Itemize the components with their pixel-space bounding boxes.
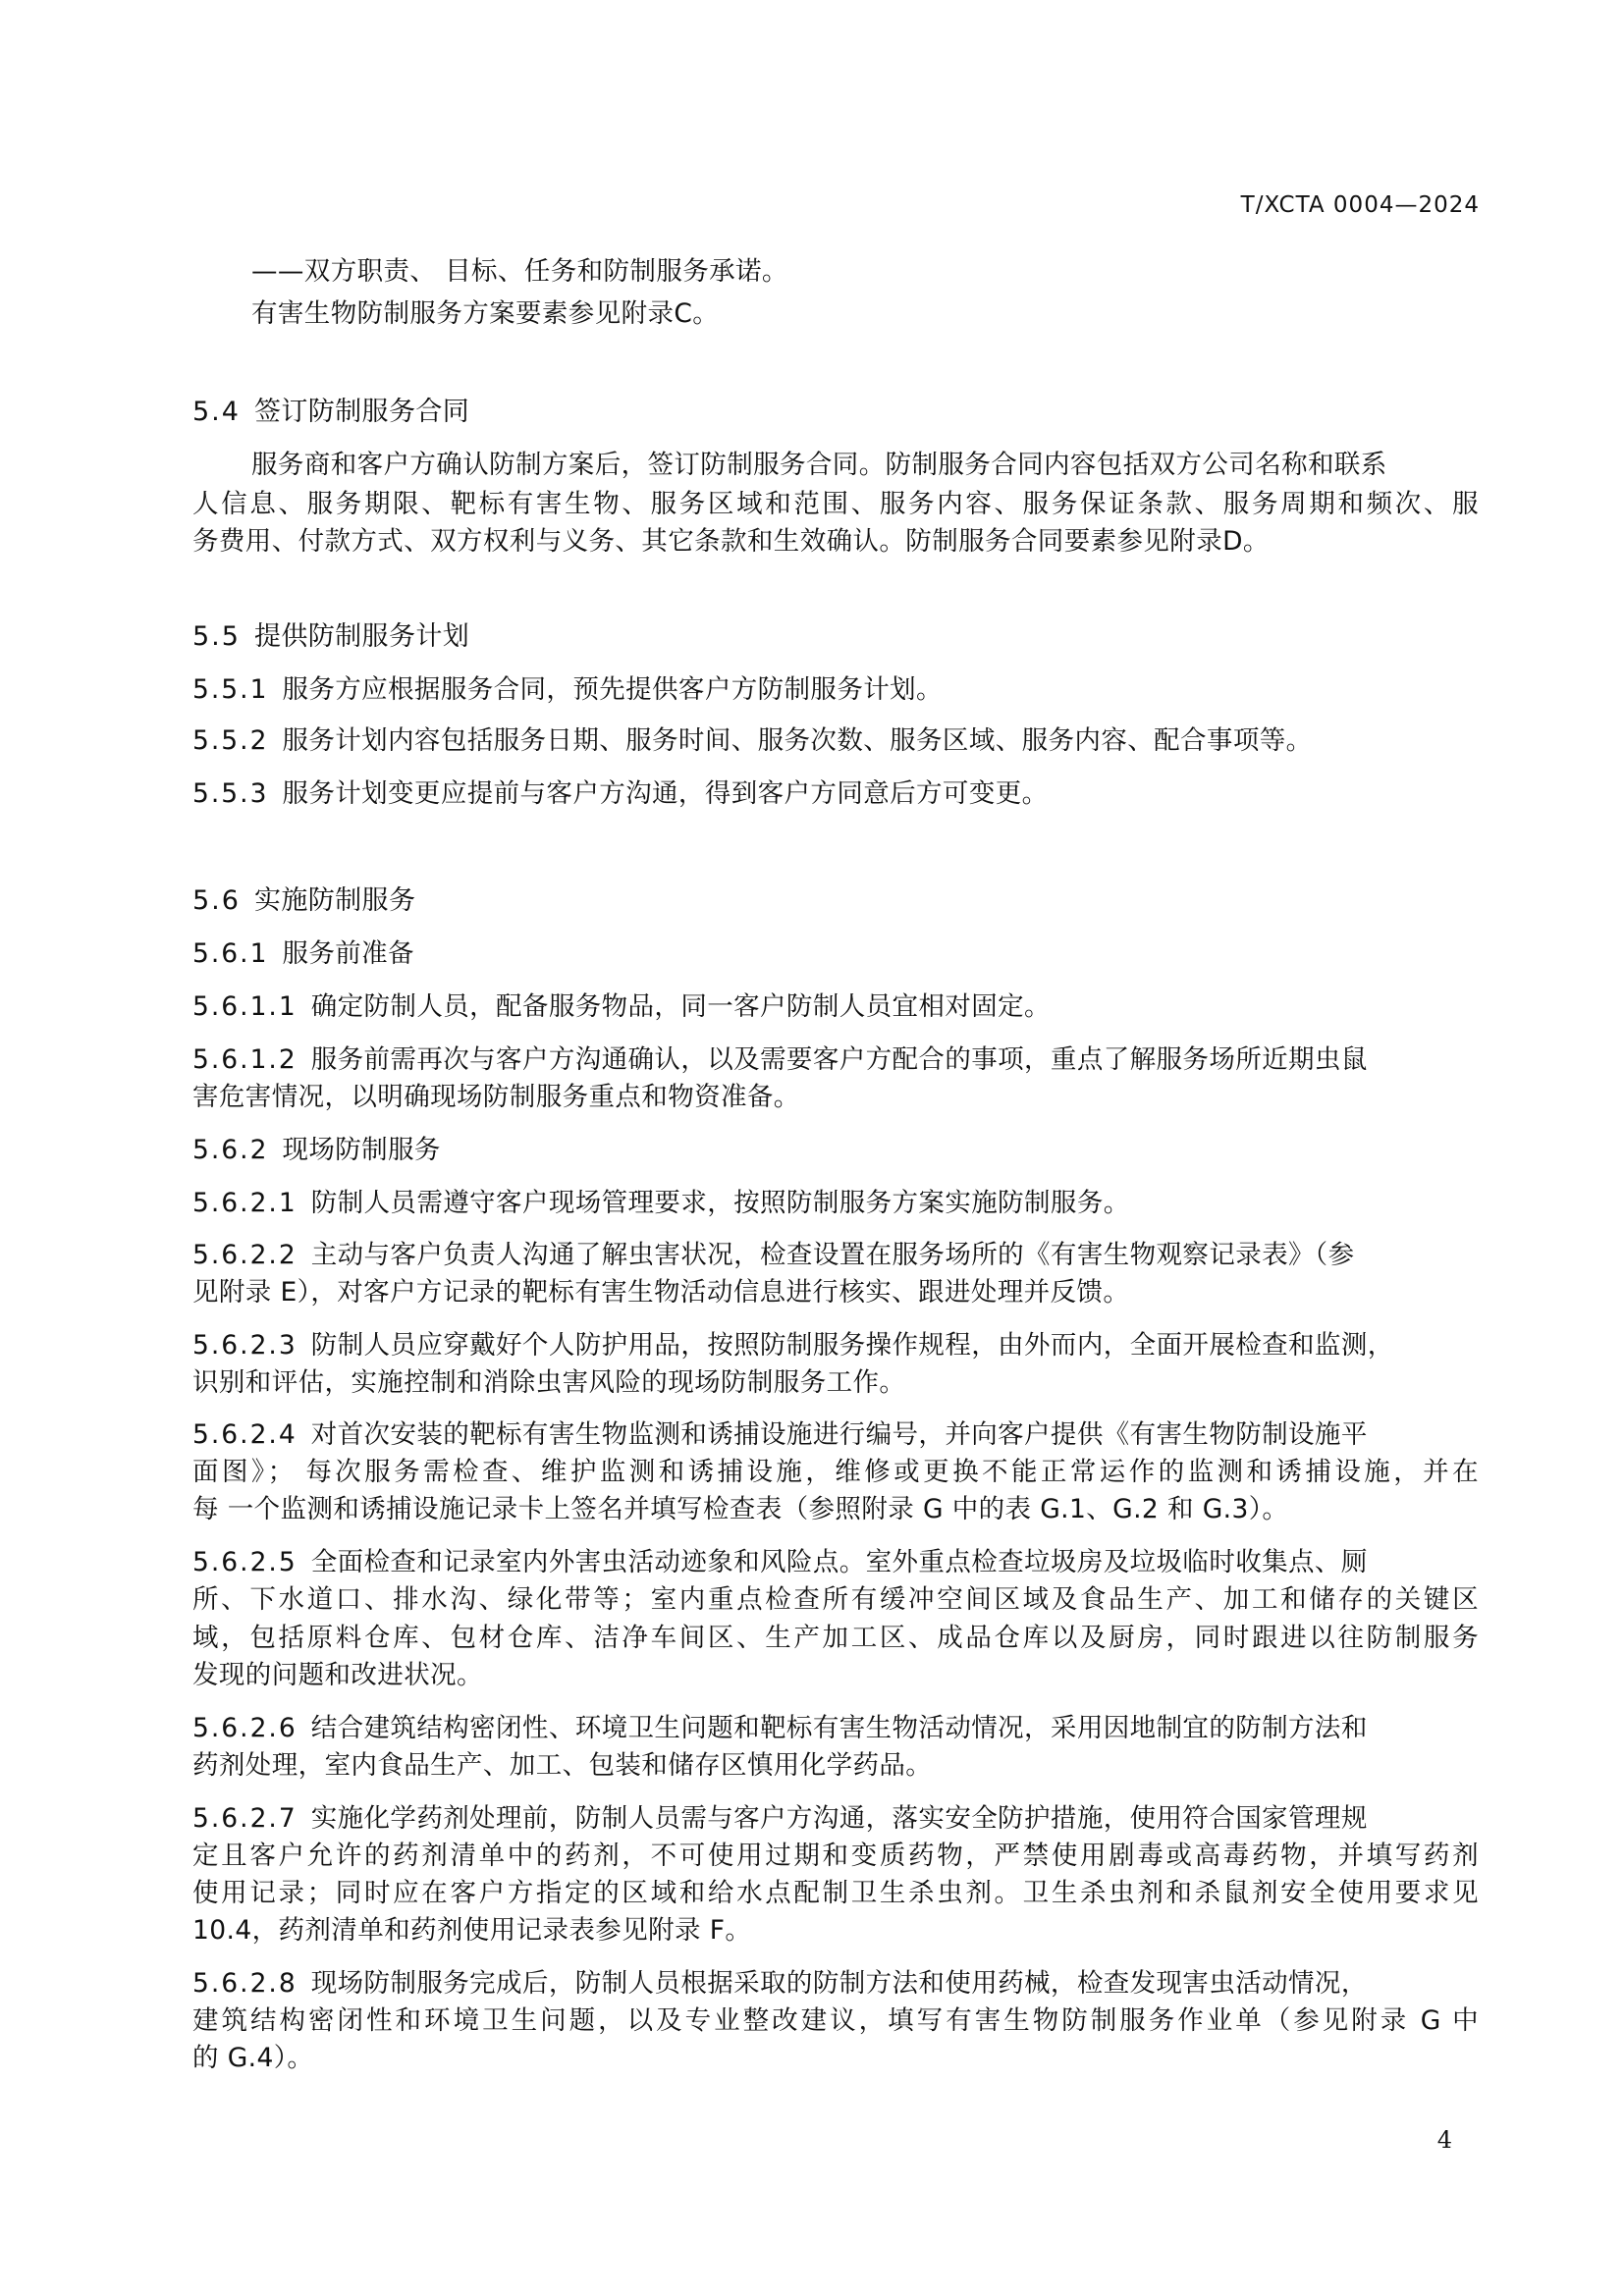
text-line: 的 G.4）。: [192, 2043, 314, 2073]
clause-5-6-2-2: 5.6.2.2 主动与客户负责人沟通了解虫害状况，检查设置在服务场所的《有害生物观察记录表》（参: [192, 1240, 1355, 1270]
text-line: 域，包括原料仓库、包材仓库、洁净车间区、生产加工区、成品仓库以及厨房，同时跟进以往防制服务: [192, 1623, 1479, 1653]
document-code: T/XCTA 0004—2024: [1240, 192, 1480, 218]
clause-5-5-1: 5.5.1 服务方应根据服务合同，预先提供客户方防制服务计划。: [192, 674, 943, 705]
clause-5-5-2: 5.5.2 服务计划内容包括服务日期、服务时间、服务次数、服务区域、服务内容、配合事项等。: [192, 725, 1313, 756]
text-line: 使用记录；同时应在客户方指定的区域和给水点配制卫生杀虫剂。卫生杀虫剂和杀鼠剂安全使用要求见: [192, 1878, 1479, 1908]
text-line: 害危害情况，以明确现场防制服务重点和物资准备。: [192, 1082, 800, 1112]
clause-5-6-2-1: 5.6.2.1 防制人员需遵守客户现场管理要求，按照防制服务方案实施防制服务。: [192, 1188, 1130, 1218]
text-line: 有害生物防制服务方案要素参见附录C。: [251, 298, 720, 329]
text-line: 建筑结构密闭性和环境卫生问题，以及专业整改建议，填写有害生物防制服务作业单（参见附录 G 中: [192, 2005, 1479, 2036]
clause-5-6-1: 5.6.1 服务前准备: [192, 938, 414, 969]
clause-5-6-2-3: 5.6.2.3 防制人员应穿戴好个人防护用品，按照防制服务操作规程，由外而内，全面开展检查和监测，: [192, 1330, 1394, 1361]
clause-5-6-1-2: 5.6.1.2 服务前需再次与客户方沟通确认，以及需要客户方配合的事项，重点了解服务场所近期虫鼠: [192, 1044, 1368, 1075]
text-line: 见附录 E），对客户方记录的靶标有害生物活动信息进行核实、跟进处理并反馈。: [192, 1277, 1130, 1308]
text-line: ——双方职责、 目标、任务和防制服务承诺。: [251, 256, 788, 287]
text-line: 面图》； 每次服务需检查、维护监测和诱捕设施，维修或更换不能正常运作的监测和诱捕设施，并在: [192, 1457, 1479, 1487]
text-line: 所、下水道口、排水沟、绿化带等；室内重点检查所有缓冲空间区域及食品生产、加工和储存的关键区: [192, 1584, 1479, 1615]
clause-5-6-2-5: 5.6.2.5 全面检查和记录室内外害虫活动迹象和风险点。室外重点检查垃圾房及垃圾临时收集点、厕: [192, 1547, 1368, 1577]
clause-5-6-2-4: 5.6.2.4 对首次安装的靶标有害生物监测和诱捕设施进行编号，并向客户提供《有害生物防制设施平: [192, 1419, 1368, 1450]
text-line: 发现的问题和改进状况。: [192, 1660, 483, 1690]
text-line: 服务商和客户方确认防制方案后，签订防制服务合同。防制服务合同内容包括双方公司名称和联系: [251, 450, 1387, 480]
text-line: 识别和评估，实施控制和消除虫害风险的现场防制服务工作。: [192, 1367, 906, 1398]
text-line: 定且客户允许的药剂清单中的药剂，不可使用过期和变质药物，严禁使用剧毒或高毒药物，并填写药剂: [192, 1841, 1479, 1871]
text-line: 人信息、服务期限、靶标有害生物、服务区域和范围、服务内容、服务保证条款、服务周期和频次、服: [192, 489, 1479, 519]
section-heading-5-5: 5.5 提供防制服务计划: [192, 621, 470, 652]
text-line: 10.4，药剂清单和药剂使用记录表参见附录 F。: [192, 1915, 752, 1946]
section-heading-5-4: 5.4 签订防制服务合同: [192, 397, 470, 427]
clause-5-6-2-6: 5.6.2.6 结合建筑结构密闭性、环境卫生问题和靶标有害生物活动情况，采用因地制宜的防制方法和: [192, 1713, 1368, 1743]
clause-5-6-1-1: 5.6.1.1 确定防制人员，配备服务物品，同一客户防制人员宜相对固定。: [192, 991, 1051, 1022]
section-heading-5-6: 5.6 实施防制服务: [192, 885, 416, 916]
text-line: 务费用、付款方式、双方权利与义务、其它条款和生效确认。防制服务合同要素参见附录D。: [192, 526, 1270, 557]
page-number: 4: [1436, 2126, 1452, 2154]
clause-5-6-2-8: 5.6.2.8 现场防制服务完成后，防制人员根据采取的防制方法和使用药械，检查发现害虫活动情况，: [192, 1968, 1368, 1999]
clause-5-5-3: 5.5.3 服务计划变更应提前与客户方沟通，得到客户方同意后方可变更。: [192, 778, 1049, 809]
clause-5-6-2: 5.6.2 现场防制服务: [192, 1135, 441, 1165]
text-line: 药剂处理，室内食品生产、加工、包装和储存区慎用化学药品。: [192, 1750, 933, 1781]
clause-5-6-2-7: 5.6.2.7 实施化学药剂处理前，防制人员需与客户方沟通，落实安全防护措施，使用符合国家管理规: [192, 1803, 1368, 1834]
text-line: 每 一个监测和诱捕设施记录卡上签名并填写检查表（参照附录 G 中的表 G.1、G.2 和 G.3）。: [192, 1494, 1289, 1524]
